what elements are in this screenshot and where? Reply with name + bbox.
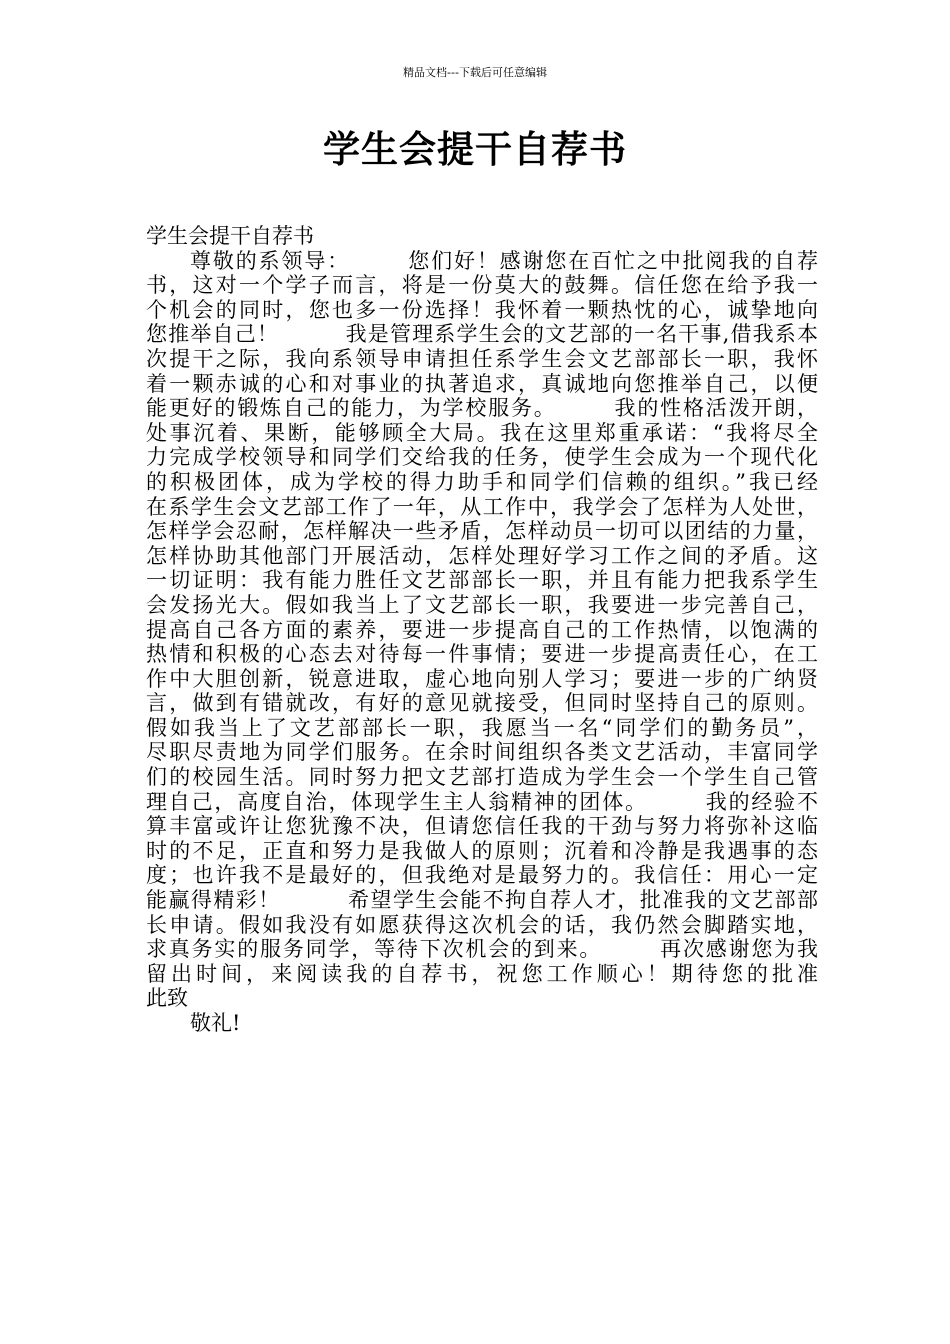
- body-line: 时的不足，正直和努力是我做人的原则；沉着和冷静是我遇事的态: [146, 838, 818, 863]
- body-line: 尽职尽责地为同学们服务。在余时间组织各类文艺活动，丰富同学: [146, 740, 818, 765]
- body-line: 度；也许我不是最好的，但我绝对是最努力的。我信任：用心一定: [146, 863, 818, 888]
- body-line: 您推举自己！ 我是管理系学生会的文艺部的一名干事,借我系本: [146, 322, 818, 347]
- body-line: 处事沉着、果断，能够顾全大局。我在这里郑重承诺：“我将尽全: [146, 420, 818, 445]
- body-line: 怎样协助其他部门开展活动，怎样处理好学习工作之间的矛盾。这: [146, 543, 818, 568]
- body-line: 在系学生会文艺部工作了一年，从工作中，我学会了怎样为人处世，: [146, 494, 818, 519]
- body-line: 力完成学校领导和同学们交给我的任务，使学生会成为一个现代化: [146, 445, 818, 470]
- body-line: 提高自己各方面的素养，要进一步提高自己的工作热情，以饱满的: [146, 617, 818, 642]
- body-line: 次提干之际，我向系领导申请担任系学生会文艺部部长一职，我怀: [146, 346, 818, 371]
- body-line: 算丰富或许让您犹豫不决，但请您信任我的干劲与努力将弥补这临: [146, 814, 818, 839]
- body-line: 书，这对一个学子而言，将是一份莫大的鼓舞。信任您在给予我一: [146, 273, 818, 298]
- body-line: 一切证明：我有能力胜任文艺部部长一职，并且有能力把我系学生: [146, 568, 818, 593]
- document-title: 学生会提干自荐书: [323, 128, 627, 171]
- body-line: 假如我当上了文艺部部长一职，我愿当一名“同学们的勤务员”，: [146, 715, 818, 740]
- body-line: 能更好的锻炼自己的能力，为学校服务。 我的性格活泼开朗，: [146, 396, 818, 421]
- body-line: 会发扬光大。假如我当上了文艺部长一职，我要进一步完善自己，: [146, 592, 818, 617]
- body-line: 学生会提干自荐书: [146, 224, 314, 248]
- body-line: 的积极团体，成为学校的得力助手和同学们信赖的组织。”我已经: [146, 469, 818, 494]
- header-note: 精品文档---下载后可任意编辑: [403, 66, 547, 79]
- body-line: 个机会的同时，您也多一份选择！我怀着一颗热忱的心，诚挚地向: [146, 297, 818, 322]
- closing-salutation: 敬礼!: [190, 1011, 241, 1035]
- body-line: 长申请。假如我没有如愿获得这次机会的话，我仍然会脚踏实地，: [146, 912, 818, 937]
- body-line: 理自己，高度自治，体现学生主人翁精神的团体。 我的经验不: [146, 789, 818, 814]
- body-line: 求真务实的服务同学，等待下次机会的到来。 再次感谢您为我: [146, 937, 818, 962]
- body-line: 言，做到有错就改，有好的意见就接受，但同时坚持自己的原则。: [146, 691, 818, 716]
- body-line: 尊敬的系领导： 您们好！感谢您在百忙之中批阅我的自荐: [190, 248, 818, 273]
- body-line: 们的校园生活。同时努力把文艺部打造成为学生会一个学生自己管: [146, 765, 818, 790]
- body-line: 留出时间，来阅读我的自荐书，祝您工作顺心！期待您的批准: [146, 961, 818, 986]
- body-line: 作中大胆创新，锐意进取，虚心地向别人学习；要进一步的广纳贤: [146, 666, 818, 691]
- body-line: 能赢得精彩！ 希望学生会能不拘自荐人才，批准我的文艺部部: [146, 888, 818, 913]
- body-line: 热情和积极的心态去对待每一件事情；要进一步提高责任心，在工: [146, 642, 818, 667]
- closing-line: 此致: [146, 986, 188, 1011]
- document-body: [146, 224, 818, 1036]
- body-line: 着一颗赤诚的心和对事业的执著追求，真诚地向您推举自己，以便: [146, 371, 818, 396]
- body-line: 怎样学会忍耐，怎样解决一些矛盾，怎样动员一切可以团结的力量，: [146, 519, 818, 544]
